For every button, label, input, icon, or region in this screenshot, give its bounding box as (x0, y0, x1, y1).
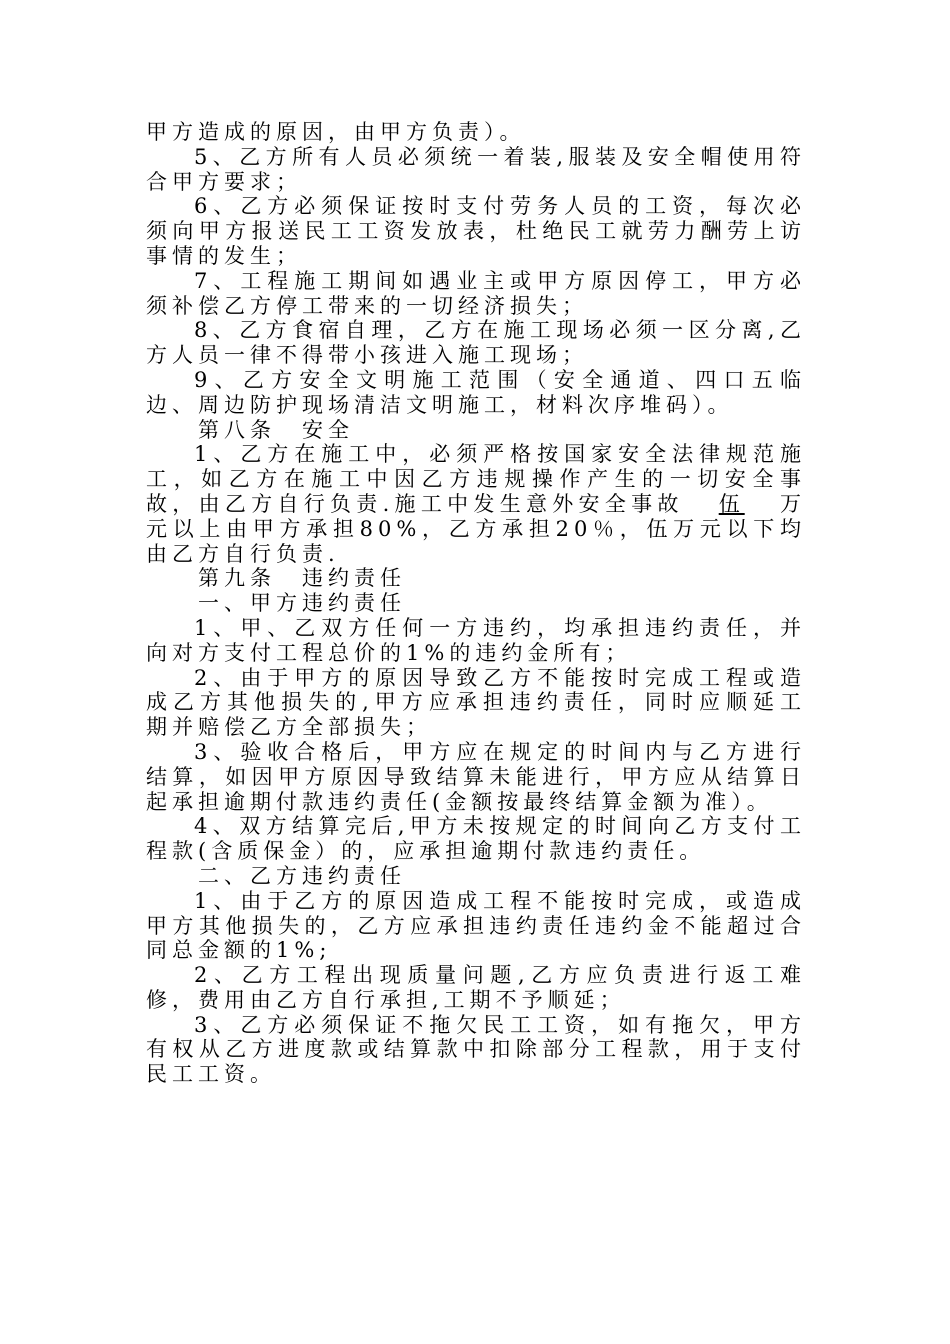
paragraph: 4、双方结算完后,甲方未按规定的时间向乙方支付工程款(含质保金）的，应承担逾期付款违约责任。 (146, 814, 806, 864)
paragraph: 3、验收合格后，甲方应在规定的时间内与乙方进行结算，如因甲方原因导致结算未能进行，甲方应从结算日起承担逾期付款违约责任(金额按最终结算金额为准）。 (146, 739, 806, 814)
paragraph: 8、乙方食宿自理，乙方在施工现场必须一区分离,乙方人员一律不得带小孩进入施工现场； (146, 318, 806, 368)
paragraph: 甲方造成的原因，由甲方负责）。 (146, 120, 526, 144)
paragraph: 5、乙方所有人员必须统一着装,服装及安全帽使用符合甲方要求； (146, 144, 806, 194)
section-heading-9: 第九条 违约责任 (198, 566, 406, 591)
subsection-heading: 二、乙方违约责任 (198, 863, 406, 888)
fill-in-blank: 伍 (718, 491, 745, 516)
paragraph: 9、乙方安全文明施工范围（安全通道、四口五临边、周边防护现场清洁文明施工，材料次序堆码）。 (146, 367, 806, 417)
paragraph (146, 442, 806, 566)
subsection-heading: 一、甲方违约责任 (198, 591, 406, 616)
paragraph: 1、甲、乙双方任何一方违约，均承担违约责任，并向对方支付工程总价的1%的违约金所有； (146, 615, 806, 665)
document-body (146, 120, 806, 1087)
paragraph: 7、工程施工期间如遇业主或甲方原因停工，甲方必须补偿乙方停工带来的一切经济损失； (146, 268, 806, 318)
paragraph-text: 1、乙方在施工中，必须严格按国家安全法律规范施工，如乙方在施工中因乙方违规操作产生的一切安全事故，由乙方自行负责.施工中发生意外安全事故 (146, 442, 806, 516)
paragraph: 2、乙方工程出现质量问题,乙方应负责进行返工难修，费用由乙方自行承担,工期不予顺延； (146, 963, 806, 1012)
paragraph-text: 万元以上由甲方承担80%，乙方承担20％，伍万元以下均由乙方自行负责. (146, 491, 806, 566)
paragraph: 3、乙方必须保证不拖欠民工工资，如有拖欠，甲方有权从乙方进度款或结算款中扣除部分工程款，用于支付民工工资。 (146, 1012, 806, 1087)
paragraph: 1、由于乙方的原因造成工程不能按时完成，或造成甲方其他损失的，乙方应承担违约责任违约金不能超过合同总金额的1%; (146, 888, 806, 963)
section-heading-8: 第八条 安全 (198, 417, 354, 442)
paragraph: 2、由于甲方的原因导致乙方不能按时完成工程或造成乙方其他损失的,甲方应承担违约责任，同时应顺延工期并赔偿乙方全部损失； (146, 665, 806, 740)
paragraph: 6、乙方必须保证按时支付劳务人员的工资，每次必须向甲方报送民工工资发放表，杜绝民工就劳力酬劳上访事情的发生； (146, 194, 806, 268)
